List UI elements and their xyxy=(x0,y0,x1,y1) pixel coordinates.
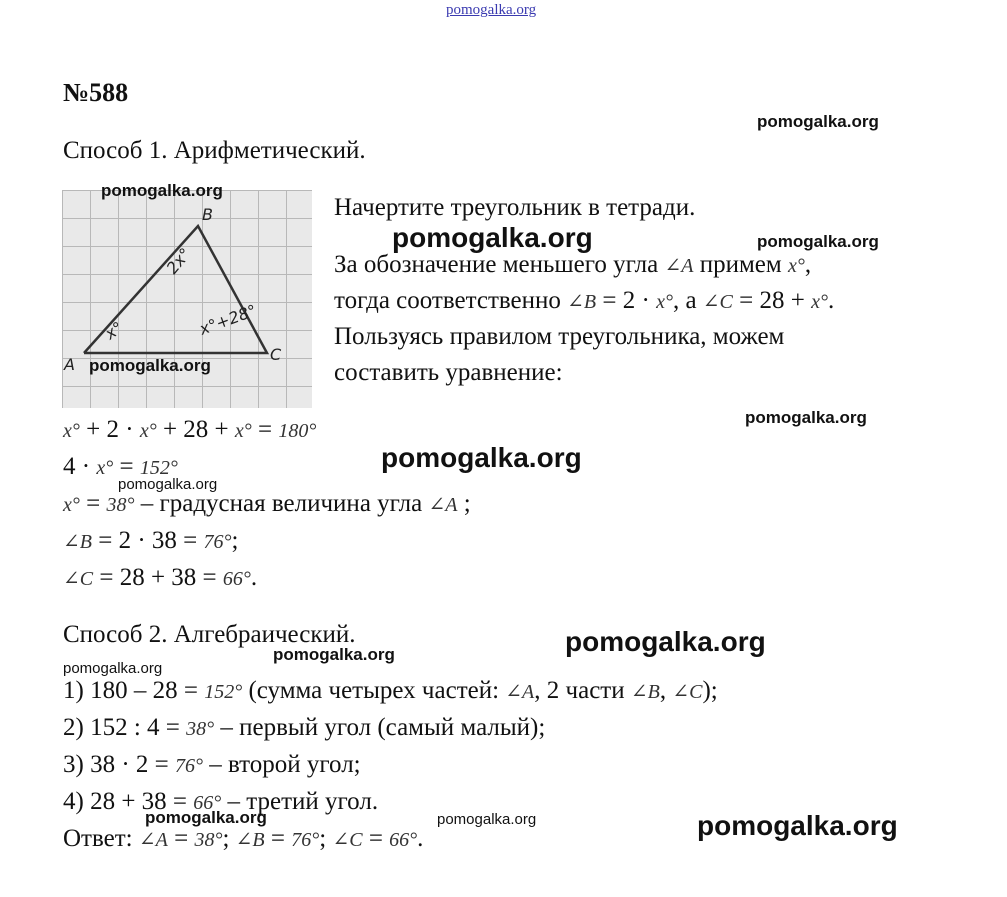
method2-heading: Способ 2. Алгебраический. xyxy=(63,621,356,648)
watermark: pomogalka.org xyxy=(381,442,582,473)
answer-line: Ответ: ∠A = 38°; ∠B = 76°; ∠C = 66°. xyxy=(63,825,424,852)
angle-b-note: 2x° xyxy=(162,244,195,278)
equation-3: x° = 38° – градусная величина угла ∠A ; xyxy=(63,490,471,517)
instruction-line-3: тогда соответственно ∠B = 2 · x°, а ∠C = 28 + x°. xyxy=(334,287,835,314)
step-1: 1) 180 – 28 = 152° (сумма четырех частей: ∠A, 2 части ∠B, ∠C); xyxy=(63,677,718,704)
watermark: pomogalka.org xyxy=(101,181,223,200)
angle-b-symbol: ∠B xyxy=(567,291,597,313)
vertex-b-label: B xyxy=(202,205,213,224)
watermark: pomogalka.org xyxy=(273,645,395,664)
equation-5: ∠C = 28 + 38 = 66°. xyxy=(63,564,258,591)
watermark: pomogalka.org xyxy=(392,222,593,253)
watermark: pomogalka.org xyxy=(745,408,867,427)
step-3: 3) 38 · 2 = 76° – второй угол; xyxy=(63,751,361,778)
angle-c-note: x°+28° xyxy=(196,300,260,339)
watermark: pomogalka.org xyxy=(565,626,766,657)
angle-a-symbol: ∠A xyxy=(664,255,694,277)
watermark: pomogalka.org xyxy=(145,808,267,827)
vertex-a-label: A xyxy=(64,355,75,374)
step-4: 4) 28 + 38 = 66° – третий угол. xyxy=(63,788,379,815)
angle-c-symbol: ∠C xyxy=(702,291,733,313)
instruction-line-4: Пользуясь правилом треугольника, можем xyxy=(334,323,785,350)
equation-2: 4 · x° = 152° xyxy=(63,453,178,480)
instruction-line-5: составить уравнение: xyxy=(334,359,563,386)
method1-heading: Способ 1. Арифметический. xyxy=(63,137,366,164)
equation-1: x° + 2 · x° + 28 + x° = 180° xyxy=(63,416,317,443)
watermark: pomogalka.org xyxy=(757,232,879,251)
vertex-c-label: C xyxy=(270,345,282,364)
problem-number: №588 xyxy=(63,78,129,107)
instruction-line-1: Начертите треугольник в тетради. xyxy=(334,194,696,221)
watermark: pomogalka.org xyxy=(757,112,879,131)
site-link[interactable]: pomogalka.org xyxy=(446,2,537,18)
watermark: pomogalka.org xyxy=(437,811,537,828)
watermark: pomogalka.org xyxy=(697,810,898,841)
instruction-line-2: За обозначение меньшего угла ∠A примем x°, xyxy=(334,251,812,278)
watermark: pomogalka.org xyxy=(89,356,211,375)
angle-a-note: x° xyxy=(101,317,127,344)
watermark: pomogalka.org xyxy=(63,660,163,677)
x-degree: x° xyxy=(787,255,805,277)
step-2: 2) 152 : 4 = 38° – первый угол (самый малый); xyxy=(63,714,546,741)
watermark: pomogalka.org xyxy=(118,476,218,493)
equation-4: ∠B = 2 · 38 = 76°; xyxy=(63,527,239,554)
